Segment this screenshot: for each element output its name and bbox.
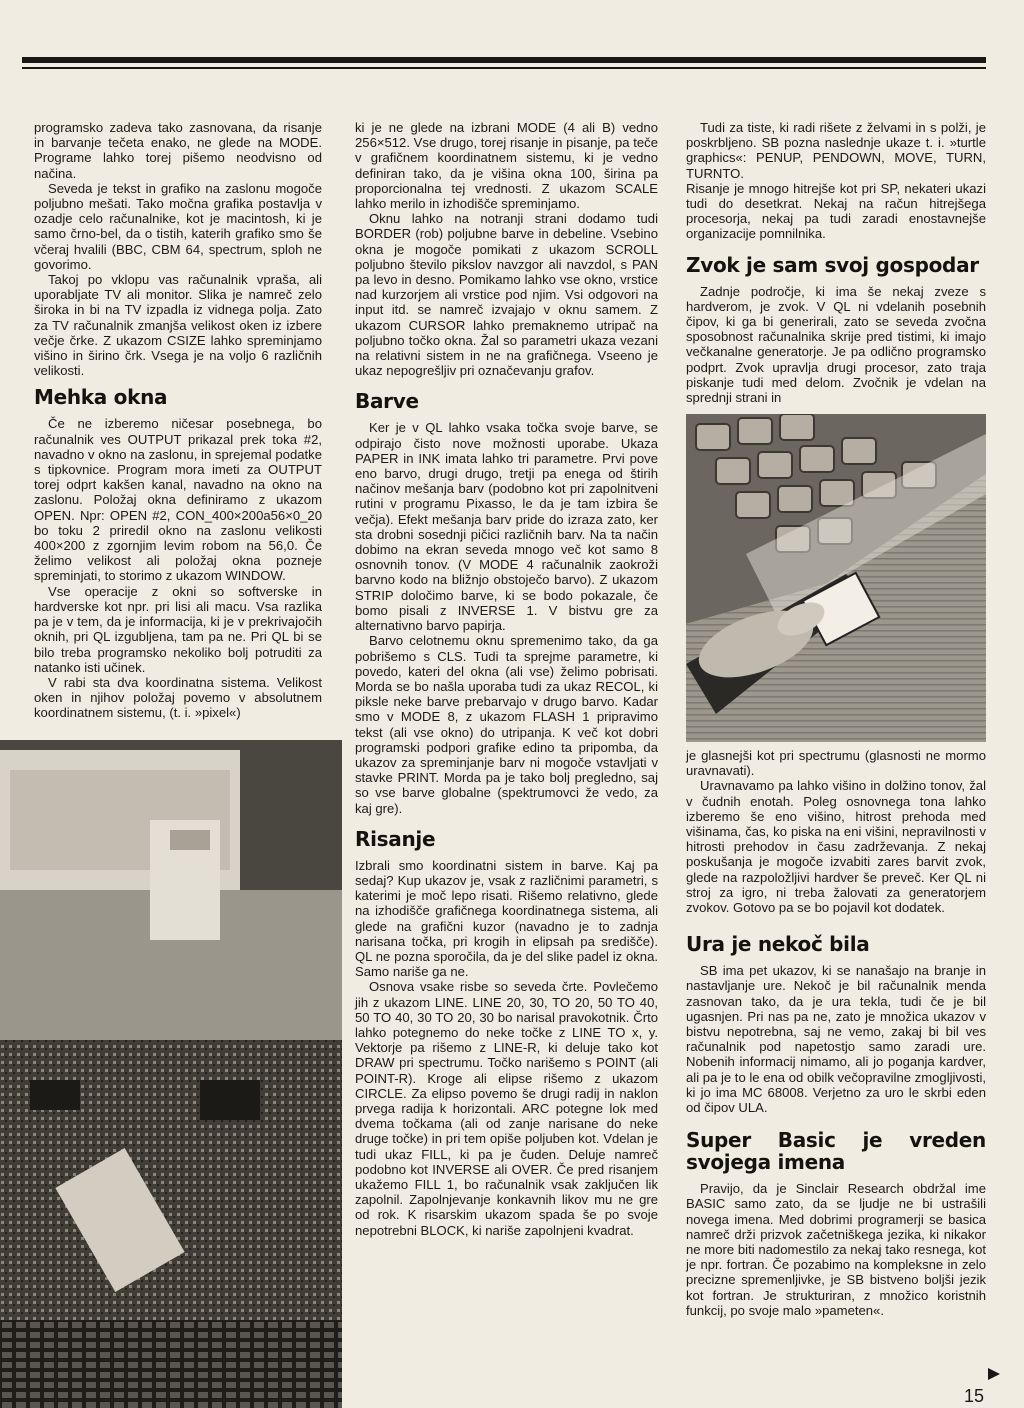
heading-zvok: Zvok je sam svoj gospodar [686, 252, 979, 277]
page-number: 15 [964, 1386, 985, 1406]
paragraph: Tudi za tiste, ki radi rišete z želvami in s polži, je poskrbljeno. SB pozna naslednje ukaze t. i. »turtle graphics«: PENUP, PENDOWN, MOVE, TURN, TURNTO. [686, 120, 986, 181]
paragraph: je glasnejši kot pri spectrumu (glasnosti ne mormo uravnavati). [686, 748, 986, 779]
paragraph: programsko zadeva tako zasnovana, da risanje in barvanje tečeta enako, ne glede na MODE. Programe lahko torej pišemo neodvisno od načina. [34, 120, 322, 181]
heading-super-basic: Super Basic je vreden svojega imena [686, 1128, 986, 1175]
paragraph: V rabi sta dva koordinatna sistema. Velikost oken in njihov položaj povemo v absolutnem koordinatnem sistemu, (t. i. »pixel«) [34, 674, 322, 721]
paragraph: Uravnavamo pa lahko višino in dolžino tonov, žal v čudnih enotah. Poleg osnovnega tona lahko izberemo še eno višino, hitrost prehoda med višinama, čas, ko piska na eni višini, nepravilnosti v hitrosti prehodov in času zadrževanja. Z nekaj poskušanja je mogoče izvabiti zares barvit zvok, glede na razpoložljivi hardver še preveč. Ker QL ni stroj za igro, ni treba žalovati za generatorjem zvokov. Gotovo pa se bo pojavil kot dodatek. [686, 778, 986, 916]
top-rule-thick [22, 57, 986, 63]
paragraph: Če ne izberemo ničesar posebnega, bo računalnik ves OUTPUT prikazal prek toka #2, navadno v okno na zaslonu, in sprejemal podatke s tipkovnice. Program mora imeti za OUTPUT torej odprt kakšen kanal, navadno na okno na zaslonu. Položaj okna definiramo z ukazom OPEN. Npr: OPEN #2, CON_400×200a56×0_20 bo toku 2 priredil okno na zaslonu velikosti 400×200 z zgornjim levim robom na 56,0. Če želimo velikost ali položaj okna pozneje spreminjati, to storimo z ukazom WINDOW. [34, 416, 322, 584]
paragraph: Izbrali smo koordinatni sistem in barve. Kaj pa sedaj? Kup ukazov je, vsak z različnimi parametri, s katerimi je moč lepo risati. Rišemo relativno, glede na izhodišče grafičnega koordinatnega sistema, ali glede na grafični kuzor (navadno je to zadnja narisana točka, pri krogih in elipsah pa središče). QL ne pozna sporočila, da je del slike padel iz okna. Samo nariše ga ne. [355, 857, 658, 980]
heading-mehka-okna: Mehka okna [34, 385, 168, 410]
column-3-bottom [686, 748, 986, 1318]
paragraph: Osnova vsake risbe so seveda črte. Povlečemo jih z ukazom LINE. LINE 20, 30, TO 20, 50 TO 40, 50 TO 40, 30 TO 20, 30 bo narisal pravokotnik. Črto lahko potegnemo do neke točke z LINE TO x, y. Vektorje pa rišemo z LINE-R, ki deluje tako kot DRAW pri spectrumu. Točko narišemo s POINT (ali POINT-R). Kroge ali elipse rišemo z ukazom CIRCLE. Za elipso povemo še drugi radij in naklon prvega radija k horizontali. ARC potegne lok med dvema točkama (ali od zanje narisane do neke druge točke) in pri tem opiše poljuben kot. Vdelan je tudi ukaz FILL, ki pa je čuden. Deluje namreč podobno kot INVERSE ali OVER. Če pred risanjem ukažemo FILL 1, bo računalnik vsak zaključen lik zapolnil. Zapolnjevanje konkavnih likov mu ne gre od rok. K risarskim ukazom spada še po svoje nepotrebni BLOCK, ki nariše zapolnjeni kvadrat. [355, 979, 658, 1238]
heading-ura: Ura je nekoč bila [686, 932, 870, 957]
paragraph: Seveda je tekst in grafiko na zaslonu mogoče poljubno mešati. Tako močna grafika postavlja v ozadje celo računalnike, kot je macintosh, ki je samo črno-bel, da o tistih, katerih grafiko smo še včeraj hvalili (BBC, CBM 64, spectrum, sploh ne govorimo. [34, 180, 322, 272]
photo-microdrive-image [686, 414, 986, 742]
column-3-top [686, 120, 986, 405]
heading-barve: Barve [355, 389, 419, 414]
paragraph: Ker je v QL lahko vsaka točka svoje barve, se odpirajo čisto nove možnosti uporabe. Ukaza PAPER in INK imata lahko tri parametre. Prvi pove eno barvo, drugi drugo, tretji pa enega od štirih načinov mešanja barv (podobno kot pri zapolnitveni rutini v programu Pixasso, le da je tam izbira še večja). Efekt mešanja barv pride do izraza zato, ker sta drobni sosednji pičici različnih barv. Na ta način dobimo na ekran seveda mnogo več kot samo 8 osnovnih tonov. (V MODE 4 računalnik zaokroži barvno kodo na bližnjo obstoječo barvo). Z ukazom STRIP določimo barve, ki se bodo pokazale, če bomo pisali z INVERSE 1. V bistvu gre za alternativno barvo papirja. [355, 420, 658, 634]
photo-microdrive-cartridge [686, 414, 986, 742]
photo-ql-internals [0, 740, 342, 1408]
paragraph: Oknu lahko na notranji strani dodamo tudi BORDER (rob) poljubne barve in debeline. Vsebino okna je mogoče pomikati z ukazom SCROLL poljubno število pikslov navzgor ali navzdol, s PAN pa levo in desno. Pomikamo lahko vse okno, vrstice nad kurzorjem ali vrstice pod njim. Vsi odgovori na input itd. se namreč izvajajo v oknu samem. Z ukazom CURSOR lahko premaknemo utripač na poljubno točko okna. Žal so parametri ukaza vezani na relativni sistem in ne na grafičnega. Vseeno je ukaz nepogrešljiv pri označevanju grafov. [355, 211, 658, 379]
paragraph: Barvo celotnemu oknu spremenimo tako, da ga pobrišemo s CLS. Tudi ta sprejme parametre, ki povedo, kateri del okna (ali vse) želimo pobrisati. Morda se bo našla uporaba tudi za ukaz RECOL, ki piksle neke barve prebarvajo v drugo barvo. Kadar smo v MODE 8, z ukazom FLASH 1 pripravimo tekst (ali vse okno) do utripanja. K več kot dobri programski podpori grafike edino ta pripomba, da ukazov za spreminjanje barv ni mogoče vstavljati v stavke PRINT. Morda pa je tako bolj pregledno, saj so vse barve globalne (spektrumovci že vedo, za kaj gre). [355, 633, 658, 816]
paragraph: Pravijo, da je Sinclair Research obdržal ime BASIC samo zato, da se ljudje ne bi ustrašili novega imena. Med dobrimi programerji se basica namreč drži prizvok začetniškega jezika, ki nikakor ne more biti nadomestilo za nekaj tako resnega, kot je npr. fortran. Če pozabimo na kompleksne in zelo precizne spremenljivke, je SB bistveno boljši jezik kot fortran. Je strukturiran, z množico koristnih funkcij, po svoje malo »pameten«. [686, 1181, 986, 1318]
photo-ql-internals-image [0, 740, 342, 1408]
paragraph: Zadnje področje, ki ima še nekaj zveze s hardverom, je zvok. V QL ni vdelanih posebnih čipov, ki ga bi generirali, zato se seveda zvočna sposobnost računalnika skrije pred tistimi, ki imajo večkanalne generatorje. Je pa odlično programsko podprt. Zvok upravlja drugi procesor, zato traja piskanje tudi med delom. Zvočnik je vdelan na sprednji strani in [686, 283, 986, 406]
paragraph: ki je ne glede na izbrani MODE (4 ali B) vedno 256×512. Vse drugo, torej risanje in pisanje, pa teče v grafičnem koordinatnem sistemu, ki je vedno definiran tako, da je višina okna 100, širina pa proporcionalna tej vrednosti. Z ukazom SCALE lahko merilo in izhodišče spreminjamo. [355, 120, 658, 212]
column-1 [34, 120, 322, 721]
paragraph: SB ima pet ukazov, ki se nanašajo na branje in nastavljanje ure. Nekoč je bil računalnik menda zasnovan tako, da je ura tekla, tudi če je bil ugasnjen. Pri nas pa ne, zato je množica ukazov v bistvu nepotrebna, saj ne vemo, zakaj bi bil ves računalnik pod napetostjo samo zaradi ure. Nobenih informacij nimamo, ali jo poganja kardver, ali pa je to le ena od obilk večopravilne zmogljivosti, ki jo ima MC 68008. Verjetno za uro le skrbi eden od čipov ULA. [686, 963, 986, 1116]
paragraph: Takoj po vklopu vas računalnik vpraša, ali uporabljate TV ali monitor. Slika je namreč zelo široka in bi na TV izpadla iz vidnega polja. Zato za TV računalnik zmanjša velikost oken iz izbere večje črke. Z ukazom CSIZE lahko spreminjamo višino in širino črk. Vsega je na voljo 6 različnih velikosti. [34, 272, 322, 379]
top-rule-thin [22, 67, 986, 69]
column-2 [355, 120, 658, 1238]
continue-arrow-icon [988, 1368, 1000, 1380]
heading-risanje: Risanje [355, 826, 436, 851]
paragraph: Risanje je mnogo hitrejše kot pri SP, nekateri ukazi tudi do desetkrat. Nekaj na račun hitrejšega procesorja, nekaj pa tudi zaradi enostavnejše organizacije pomnilnika. [686, 180, 986, 242]
paragraph: Vse operacije z okni so softverske in hardverske kot npr. pri lisi ali macu. Vsa razlika pa je v tem, da je informacija, ki je v prekrivajočih oknih, pri QL izgubljena, tam pa ne. Pri QL bi se bilo treba programsko nekoliko bolj potruditi za natanko isti učinek. [34, 583, 322, 675]
